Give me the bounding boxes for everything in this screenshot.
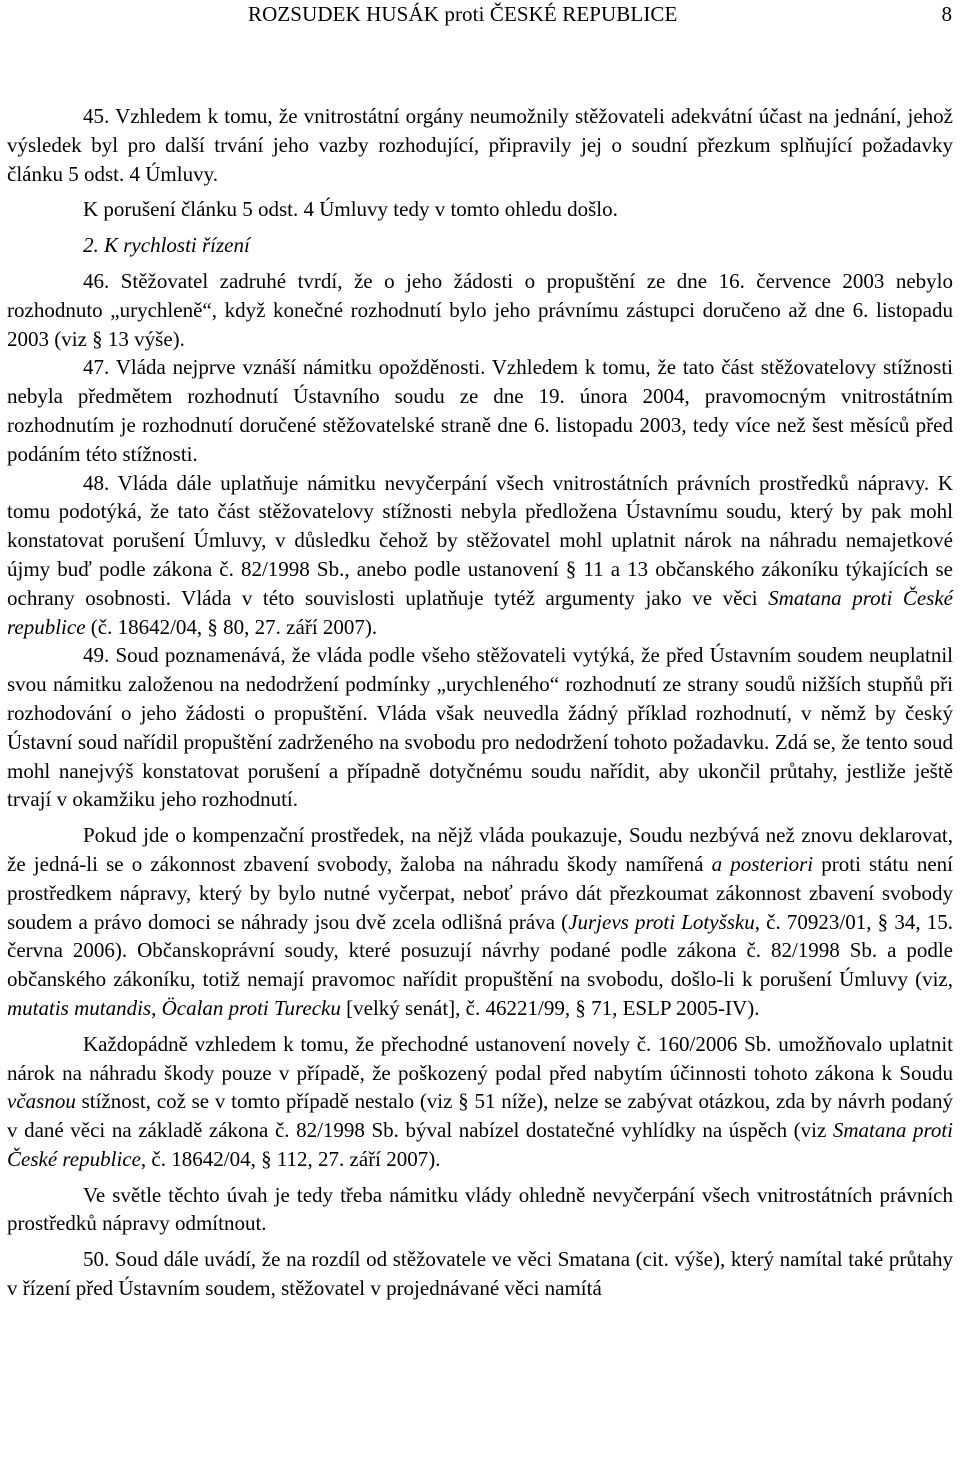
latin-term: a posteriori: [711, 851, 814, 876]
paragraph-48: [7, 469, 953, 642]
paragraph-48-text-end: (č. 18642/04, § 80, 27. září 2007).: [85, 614, 378, 639]
page-number: 8: [941, 2, 952, 26]
paragraph-49-compensation: [7, 821, 953, 1023]
case-citation: Smatana proti České republice: [7, 585, 953, 639]
text-run: , č. 18642/04, § 112, 27. září 2007).: [140, 1146, 441, 1171]
text-run: [velký senát], č. 46221/99, § 71, ESLP 2005-IV).: [340, 995, 760, 1020]
text-run: , č. 70923/01, § 34, 15. června 2006). Občanskoprávní soudy, které posuzují návrhy podané podle zákona č. 82/1998 Sb. a podle občanského zákoníku, totiž nemají pravomoc nařídit propuštění na svobodu, došlo-li k porušení Úmluvy (viz,: [7, 909, 953, 992]
paragraph-46: 46. Stěžovatel zadruhé tvrdí, že o jeho žádosti o propuštění ze dne 16. července 2003 nebylo rozhodnuto „urychleně“, když konečné rozhodnutí bylo jeho právnímu zástupci doručeno až dne 6. listopadu 2003 (viz § 13 výše).: [7, 268, 953, 351]
text-run: Každopádně vzhledem k tomu, že přechodné ustanovení novely č. 160/2006 Sb. umožňovalo uplatnit nárok na náhradu škody pouze v případě, že poškozený podal před nabytím účinnosti tohoto zákona k Soudu: [7, 1031, 953, 1085]
paragraph-48-text: 48. Vláda dále uplatňuje námitku nevyčerpání všech vnitrostátních právních prostředků nápravy. K tomu podotýká, že tato část stěžovatelovy stížnosti nebyla předložena Ústavnímu soudu, který by pak mohl konstatovat porušení Úmluvy, v důsledku čehož by stěžovatel mohl uplatnit nárok na náhradu nemajetkové újmy buď podle zákona č. 82/1998 Sb., anebo podle ustanovení § 11 a 13 občanského zákoníku týkajících se ochrany osobnosti. Vláda v této souvislosti uplatňuje tytéž argumenty jako ve věci: [7, 470, 953, 610]
running-title: ROZSUDEK HUSÁK proti ČESKÉ REPUBLICE: [248, 2, 678, 26]
text-run: stížnost, což se v tomto případě nestalo (viz § 51 níže), nelze se zabývat otázkou, zda by návrh podaný v dané věci na základě zákona č. 82/1998 Sb. býval nabízel dostatečné vyhlídky na úspěch (viz: [7, 1089, 953, 1143]
latin-term: mutatis mutandis: [7, 995, 152, 1020]
paragraph-49-transitional: [7, 1030, 953, 1174]
emphasis: včasnou: [7, 1089, 76, 1114]
case-citation: Öcalan proti Turecku: [161, 995, 341, 1020]
text-run: ,: [151, 995, 162, 1020]
paragraph-45: 45. Vzhledem k tomu, že vnitrostátní orgány neumožnily stěžovateli adekvátní účast na jednání, jehož výsledek byl pro další trvání jeho vazby rozhodující, připravily jej o soudní přezkum splňující požadavky článku 5 odst. 4 Úmluvy.: [7, 104, 953, 186]
paragraph-49-conclusion: Ve světle těchto úvah je tedy třeba námitku vlády ohledně nevyčerpání všech vnitrostátních právních prostředků nápravy odmítnout.: [7, 1182, 953, 1236]
paragraph-45-conclusion: K porušení článku 5 odst. 4 Úmluvy tedy v tomto ohledu došlo.: [83, 197, 618, 222]
page-header: [0, 0, 960, 30]
text-run: Pokud jde o kompenzační prostředek, na nějž vláda poukazuje, Soudu nezbývá než znovu deklarovat, že jedná-li se o zákonnost zbavení svobody, žaloba na náhradu škody namířená: [7, 823, 953, 876]
case-citation: Jurjevs proti Lotyšsku: [568, 909, 755, 934]
paragraph-49: 49. Soud poznamenává, že vláda podle všeho stěžovateli vytýká, že před Ústavním soudem neuplatnil svou námitku založenou na nedodržení podmínky „urychleného“ rozhodnutí ze strany soudů nižších stupňů při rozhodování o jeho žádosti o propuštění. Vláda však neuvedla žádný příklad rozhodnutí, v němž by český Ústavní soud nařídil propuštění zadrženého na svobodu pro nedodržení tohoto požadavku. Zdá se, že tento soud mohl nanejvýš konstatovat porušení a případně dotyčnému soudu nařídit, aby ukončil průtahy, jestliže ještě trvají v okamžiku jeho rozhodnutí.: [7, 643, 953, 812]
judgment-body: [7, 102, 953, 1303]
section-heading: 2. K rychlosti řízení: [83, 233, 250, 258]
paragraph-50: 50. Soud dále uvádí, že na rozdíl od stěžovatele ve věci Smatana (cit. výše), který namítal také průtahy v řízení před Ústavním soudem, stěžovatel v projednávané věci namítá: [7, 1247, 953, 1301]
case-citation: Smatana proti České republice: [7, 1118, 954, 1171]
text-run: proti státu není prostředkem nápravy, který by bylo nutné vyčerpat, neboť právo dát přezkoumat zákonnost zbavení svobody soudem a právo domoci se náhrady jsou dvě zcela odlišná práva (: [7, 851, 954, 934]
paragraph-47: 47. Vláda nejprve vznáší námitku opožděnosti. Vzhledem k tomu, že tato část stěžovatelovy stížnosti nebyla předmětem rozhodnutí Ústavního soudu ze dne 19. února 2004, pravomocným vnitrostátním rozhodnutím je rozhodnutí doručené stěžovatelské straně dne 6. listopadu 2003, tedy více než šest měsíců před podáním této stížnosti.: [7, 355, 953, 466]
